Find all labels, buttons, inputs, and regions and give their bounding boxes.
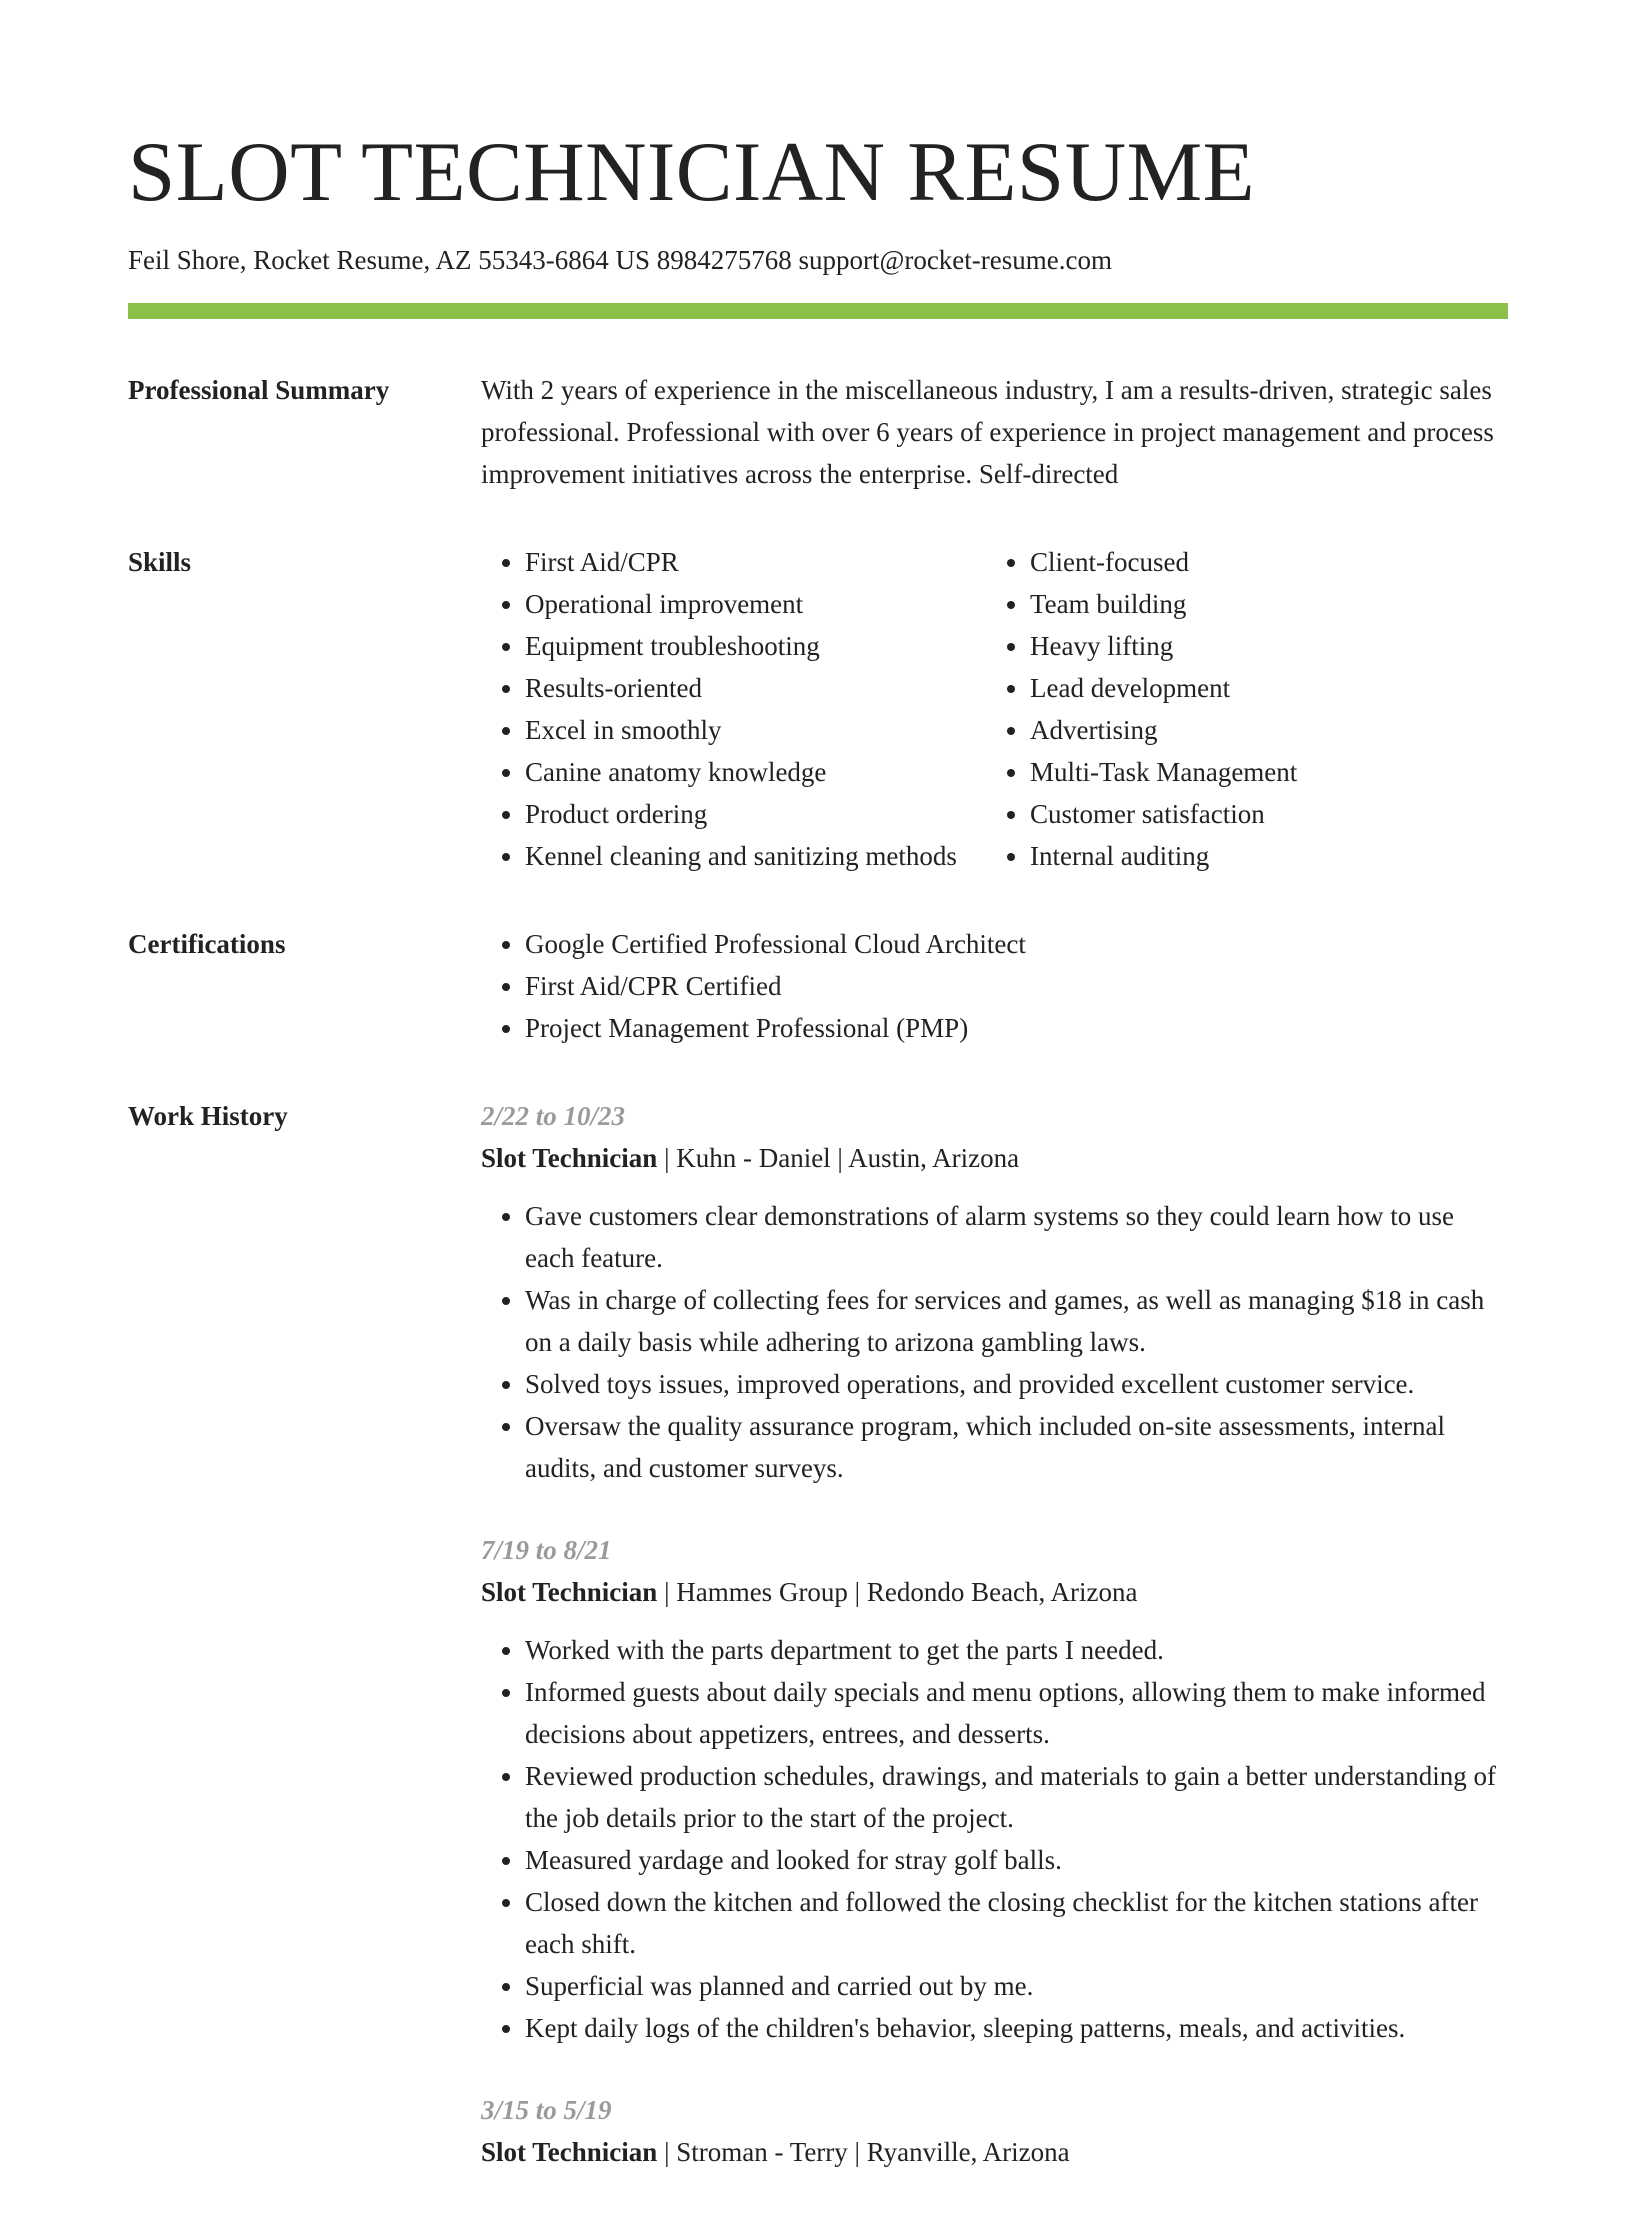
- job-bullet: • Was in charge of collecting fees for services and games, as well as managing $18 in cash on a daily basis while adhering to arizona gambling laws.: [525, 1279, 1508, 1363]
- job-entry: [481, 2089, 1508, 2173]
- certifications-list: [481, 923, 1508, 1049]
- skill-item: • First Aid/CPR: [525, 541, 986, 583]
- skill-item: • Internal auditing: [1030, 835, 1508, 877]
- job-entry: [481, 1529, 1508, 2049]
- job-bullets: [481, 1195, 1508, 1489]
- job-bullet: • Solved toys issues, improved operations, and provided excellent customer service.: [525, 1363, 1508, 1405]
- job-title: Slot Technician: [481, 1143, 658, 1173]
- job-heading: [481, 2131, 1508, 2173]
- job-dates: 2/22 to 10/23: [481, 1101, 626, 1131]
- summary-heading: Professional Summary: [128, 375, 390, 405]
- skill-item: • Heavy lifting: [1030, 625, 1508, 667]
- skills-heading: Skills: [128, 547, 192, 577]
- skill-item: • Results-oriented: [525, 667, 986, 709]
- skill-item: • Product ordering: [525, 793, 986, 835]
- job-bullet: • Gave customers clear demonstrations of alarm systems so they could learn how to use each feature.: [525, 1195, 1508, 1279]
- skill-item: • Multi-Task Management: [1030, 751, 1508, 793]
- certifications-heading: Certifications: [128, 929, 286, 959]
- skills-list-left: [481, 541, 986, 877]
- job-bullet: • Worked with the parts department to get the parts I needed.: [525, 1629, 1508, 1671]
- skill-item: • Kennel cleaning and sanitizing methods: [525, 835, 986, 877]
- job-employer-location: | Stroman - Terry | Ryanville, Arizona: [657, 2137, 1070, 2167]
- job-bullet: • Informed guests about daily specials and menu options, allowing them to make informed decisions about appetizers, entrees, and desserts.: [525, 1671, 1508, 1755]
- work-history-section: [128, 1095, 1508, 2213]
- skills-list-right: [986, 541, 1508, 877]
- skill-item: • Customer satisfaction: [1030, 793, 1508, 835]
- job-title: Slot Technician: [481, 1577, 658, 1607]
- skill-item: • Operational improvement: [525, 583, 986, 625]
- job-dates: 7/19 to 8/21: [481, 1535, 612, 1565]
- skills-section: [128, 541, 1508, 877]
- skill-item: • Advertising: [1030, 709, 1508, 751]
- certification-item: • Project Management Professional (PMP): [525, 1007, 1508, 1049]
- skill-item: • Lead development: [1030, 667, 1508, 709]
- job-bullet: • Kept daily logs of the children's behavior, sleeping patterns, meals, and activities.: [525, 2007, 1508, 2049]
- skill-item: • Client-focused: [1030, 541, 1508, 583]
- job-bullet: • Reviewed production schedules, drawings, and materials to gain a better understanding of the job details prior to the start of the project.: [525, 1755, 1508, 1839]
- work-history-heading: Work History: [128, 1101, 288, 1131]
- job-bullet: • Closed down the kitchen and followed the closing checklist for the kitchen stations after each shift.: [525, 1881, 1508, 1965]
- job-heading: [481, 1137, 1508, 1179]
- certification-item: • First Aid/CPR Certified: [525, 965, 1508, 1007]
- header-divider: [128, 303, 1508, 319]
- resume-page: [128, 0, 1508, 2213]
- job-bullet: • Oversaw the quality assurance program, which included on-site assessments, internal audits, and customer surveys.: [525, 1405, 1508, 1489]
- summary-section: [128, 369, 1508, 495]
- job-bullet: • Superficial was planned and carried out by me.: [525, 1965, 1508, 2007]
- certifications-section: [128, 923, 1508, 1049]
- skill-item: • Team building: [1030, 583, 1508, 625]
- job-dates: 3/15 to 5/19: [481, 2095, 612, 2125]
- job-title: Slot Technician: [481, 2137, 658, 2167]
- skill-item: • Equipment troubleshooting: [525, 625, 986, 667]
- contact-line: Feil Shore, Rocket Resume, AZ 55343-6864 US 8984275768 support@rocket-resume.com: [128, 245, 1112, 275]
- job-bullets: [481, 1629, 1508, 2049]
- summary-text: With 2 years of experience in the miscellaneous industry, I am a results-driven, strategic sales professional. Professional with over 6 years of experience in project management and process improvement initiatives across the enterprise. Self-directed: [481, 375, 1494, 489]
- job-employer-location: | Kuhn - Daniel | Austin, Arizona: [657, 1143, 1020, 1173]
- skill-item: • Excel in smoothly: [525, 709, 986, 751]
- job-entry: [481, 1095, 1508, 1489]
- job-heading: [481, 1571, 1508, 1613]
- job-bullet: • Measured yardage and looked for stray golf balls.: [525, 1839, 1508, 1881]
- skill-item: • Canine anatomy knowledge: [525, 751, 986, 793]
- certification-item: • Google Certified Professional Cloud Architect: [525, 923, 1508, 965]
- resume-title: SLOT TECHNICIAN RESUME: [128, 125, 1256, 219]
- job-employer-location: | Hammes Group | Redondo Beach, Arizona: [657, 1577, 1138, 1607]
